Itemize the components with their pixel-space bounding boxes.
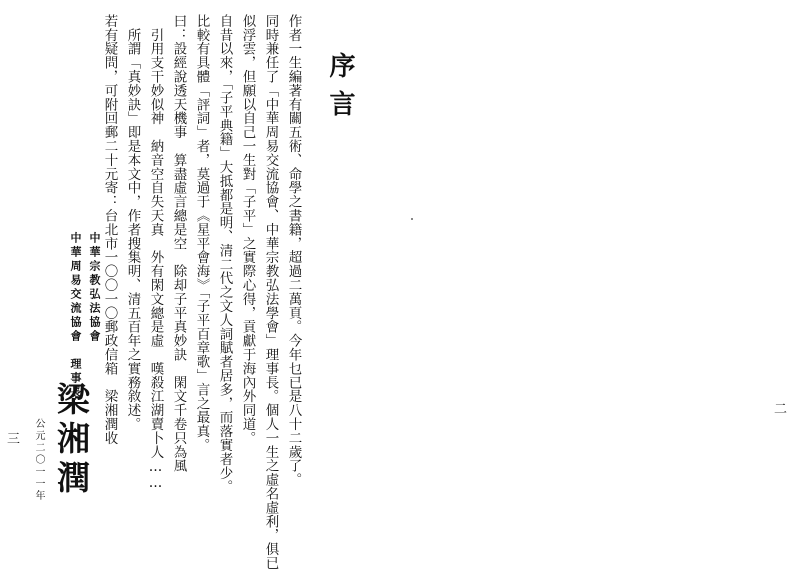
date-line: 公元二〇一一年 (33, 418, 44, 502)
preface-title: 序言 (325, 52, 355, 128)
scan-speck (411, 218, 413, 220)
body-line-7: 引用支干妙似神 納音空自失天真 外有閑文總是虛 嘆殺江湖賣卜人…… (147, 14, 164, 492)
body-line-5: 比較有具體「評詞」者，莫過于《星平會海》「子平百章歌」言之最真。 (193, 14, 210, 453)
page-number-right: 二 (774, 402, 788, 417)
body-line-6: 曰：設經說透天機事 算盡虛言總是空 除却子平真妙訣 閑文千卷只為風 (170, 14, 187, 473)
organization-line-1: 中華宗教弘法協會 (88, 232, 101, 344)
body-line-2: 同時兼任了「中華周易交流協會、中華宗教弘法學會」理事長。個人一生之虛名虛利，俱已 (262, 14, 279, 570)
body-line-8: 所謂「真妙訣」即是本文中，作者搜集明、清五百年之實務敘述。 (124, 14, 141, 431)
organization-line-2: 中華周易交流協會 理事長 (69, 232, 82, 400)
body-line-9: 若有疑問，可附回郵二十元寄：台北市一〇〇一〇郵政信箱 梁湘潤收 (101, 14, 118, 445)
body-line-1: 作者一生編著有關五術、命學之書籍，超過二萬頁。今年乜已是八十二歲了。 (285, 14, 302, 487)
body-line-4: 自昔以來，「子平典籍」大抵都是明、清二代之文人詞賦者居多，而落實者少。 (216, 14, 233, 494)
body-line-3: 似浮雲，但願以自己一生對「子平」之實際心得，貢獻于海內外同道。 (239, 14, 256, 445)
author-signature: 梁湘潤 (52, 382, 91, 499)
page-number-left: 三 (7, 432, 21, 447)
